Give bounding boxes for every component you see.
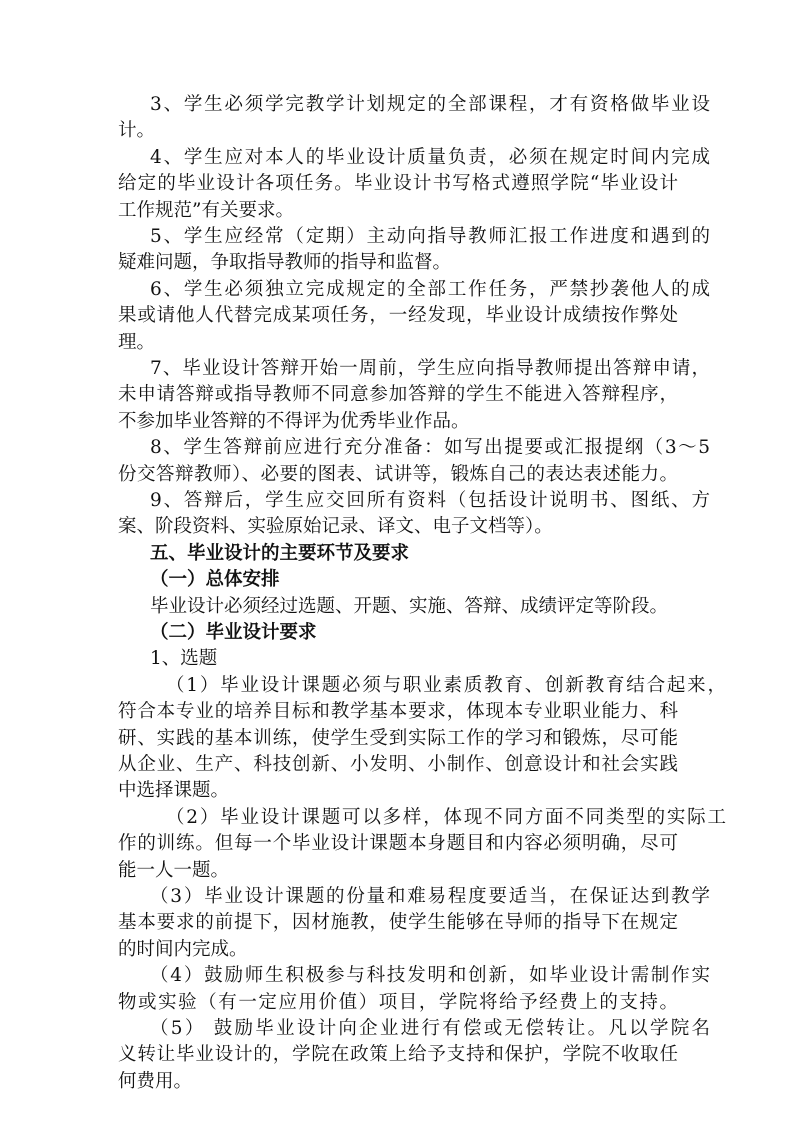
paragraph-line: 疑难问题，争取指导教师的指导和监督。 [118, 252, 452, 274]
paragraph-line: （2）毕业设计课题可以多样，体现不同方面不同类型的实际工 [166, 806, 726, 828]
paragraph-line: 6、学生必须独立完成规定的全部工作任务，严禁抄袭他人的成 [150, 278, 710, 300]
paragraph-line: 工作规范”有关要求。 [118, 199, 294, 221]
section-heading: 五、毕业设计的主要环节及要求 [150, 542, 410, 564]
paragraph-line: （1）毕业设计课题必须与职业素质教育、创新教育结合起来， [166, 674, 726, 696]
paragraph-line: 未申请答辩或指导教师不同意参加答辩的学生不能进入答辩程序， [118, 384, 678, 406]
paragraph-line: 从企业、生产、科技创新、小发明、小制作、创意设计和社会实践 [118, 754, 678, 775]
paragraph-line: 中选择课题。 [118, 780, 230, 802]
paragraph-line: 案、阶段资料、实验原始记录、译文、电子文档等）。 [118, 516, 553, 538]
paragraph-line: 不参加毕业答辩的不得评为优秀毕业作品。 [118, 410, 470, 432]
item-heading: 1、选题 [150, 648, 218, 670]
subsection-heading: （二）毕业设计要求 [150, 622, 317, 643]
paragraph-line: 毕业设计必须经过选题、开题、实施、答辩、成绩评定等阶段。 [150, 595, 669, 617]
paragraph-line: 作的训练。但每一个毕业设计课题本身题目和内容必须明确，尽可 [118, 833, 678, 855]
paragraph-line: 4、学生应对本人的毕业设计质量负责，必须在规定时间内完成 [150, 146, 710, 168]
paragraph-line: 计。 [118, 120, 156, 142]
paragraph-line: 理。 [118, 331, 156, 353]
paragraph-line: 果或请他人代替完成某项任务，一经发现，毕业设计成绩按作弊处 [118, 305, 678, 327]
paragraph-line: 基本要求的前提下，因材施教，使学生能够在导师的指导下在规定 [118, 912, 678, 934]
paragraph-line: 符合本专业的培养目标和教学基本要求，体现本专业职业能力、科 [118, 701, 678, 723]
paragraph-line: 的时间内完成。 [118, 938, 248, 960]
paragraph-line: 研、实践的基本训练，使学生受到实际工作的学习和锻炼，尽可能 [118, 727, 678, 749]
paragraph-line: 物或实验（有一定应用价值）项目，学院将给予经费上的支持。 [118, 991, 678, 1013]
paragraph-line: 3、学生必须学完教学计划规定的全部课程，才有资格做毕业设 [150, 94, 710, 115]
subsection-heading: （一）总体安排 [150, 569, 280, 591]
paragraph-line: 给定的毕业设计各项任务。毕业设计书写格式遵照学院“毕业设计 [118, 173, 678, 195]
paragraph-line: 义转让毕业设计的，学院在政策上给予支持和保护，学院不收取任 [118, 1044, 678, 1066]
paragraph-line: 9、答辩后，学生应交回所有资料（包括设计说明书、图纸、方 [150, 490, 710, 511]
paragraph-line: （4）鼓励师生积极参与科技发明和创新，如毕业设计需制作实 [150, 965, 710, 987]
paragraph-line: 能一人一题。 [118, 859, 230, 881]
paragraph-line: （5） 鼓励毕业设计向企业进行有偿或无偿转让。凡以学院名 [150, 1018, 710, 1039]
paragraph-line: 何费用。 [118, 1070, 193, 1092]
paragraph-line: （3）毕业设计课题的份量和难易程度要适当，在保证达到教学 [150, 886, 710, 907]
paragraph-line: 8、学生答辩前应进行充分准备：如写出提要或汇报提纲（3～5 [150, 437, 710, 459]
paragraph-line: 7、毕业设计答辩开始一周前，学生应向指导教师提出答辩申请， [150, 358, 710, 379]
paragraph-line: 份交答辩教师）、必要的图表、试讲等，锻炼自己的表达表述能力。 [118, 463, 678, 485]
paragraph-line: 5、学生应经常（定期）主动向指导教师汇报工作进度和遇到的 [150, 226, 710, 247]
